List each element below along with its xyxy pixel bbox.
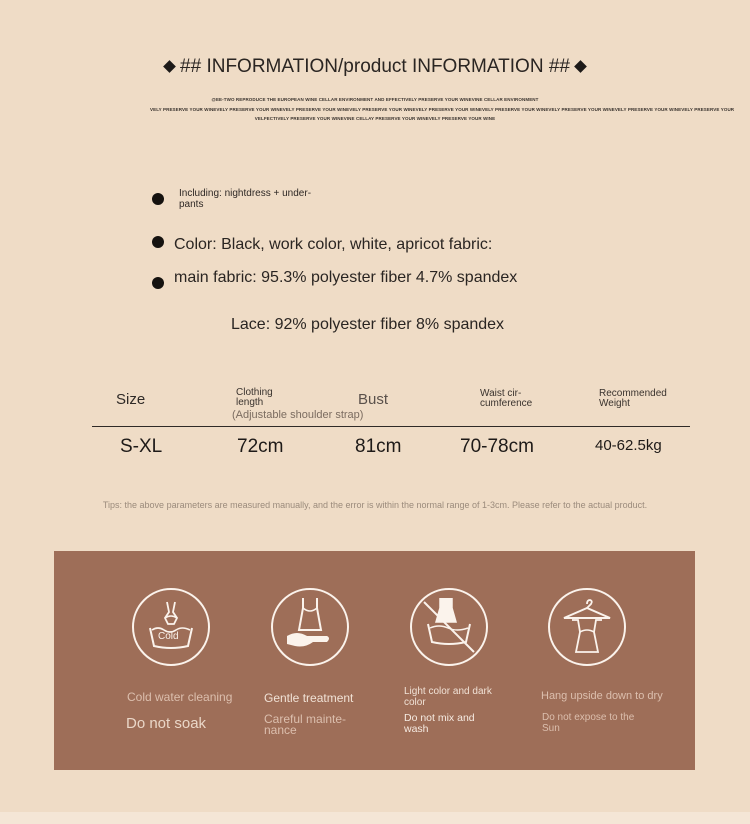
care-sub-no-mix: Do not mix and wash <box>404 712 475 735</box>
bullet-icon <box>152 193 164 205</box>
diamond-left-icon <box>163 61 176 74</box>
cell-size: S-XL <box>120 436 163 457</box>
fine-print-line-3: VELFECTIVELY PRESERVE YOUR WINEVINE CELLAY PRESERVE YOUR WINEVELY PRESERVE YOUR WINE <box>254 116 496 121</box>
tips-text: Tips: the above parameters are measured manually, and the error is within the normal range of 1-3cm. Please refer to the actual product. <box>102 500 648 510</box>
including-text: Including: nightdress + under-pants <box>179 188 312 210</box>
care-label-cold-water: Cold water cleaning <box>127 690 233 704</box>
fine-print-line-2: VELY PRESERVE YOUR WINEVELY PRESERVE YOUR WINEVELY PRESERVE YOUR WINEVELY PRESERVE YOUR WINEVELY PRESERVE YOUR WINEVELY PRESERVE YOUR WINEVELY PRESERVE YOUR WINEVELY PRESERVE YOUR WINEVELY PRESERVE YOUR <box>150 107 735 112</box>
header-clothing-length: Clothing length <box>236 387 273 408</box>
cold-wash-icon <box>132 588 210 666</box>
header-size: Size <box>116 391 146 408</box>
no-mix-wash-icon <box>410 588 488 666</box>
diamond-right-icon <box>574 61 587 74</box>
cell-weight: 40-62.5kg <box>595 437 662 454</box>
care-label-hang: Hang upside down to dry <box>541 690 663 702</box>
care-sub-careful: Careful mainte-nance <box>264 712 347 737</box>
cell-bust: 81cm <box>355 436 402 457</box>
header-weight: Recommended Weight <box>599 388 667 409</box>
header-clothing-length-note: (Adjustable shoulder strap) <box>232 409 364 421</box>
bullet-icon <box>152 236 164 248</box>
care-sub-do-not-soak: Do not soak <box>126 715 207 732</box>
bullet-icon <box>152 277 164 289</box>
care-label-gentle: Gentle treatment <box>264 691 354 705</box>
lace-text: Lace: 92% polyester fiber 8% spandex <box>231 316 505 333</box>
gentle-hand-icon <box>271 588 349 666</box>
main-fabric-text: main fabric: 95.3% polyester fiber 4.7% spandex <box>174 269 518 286</box>
header-waist: Waist cir-cumference <box>480 388 533 409</box>
page-title-row <box>0 56 750 78</box>
color-text: Color: Black, work color, white, apricot fabric: <box>174 236 493 253</box>
cold-wash-icon-text: Cold <box>158 631 179 642</box>
bottom-strip <box>0 812 750 824</box>
care-label-light-dark: Light color and dark color <box>404 686 492 708</box>
care-sub-no-sun: Do not expose to the Sun <box>542 712 635 734</box>
page-title: ## INFORMATION/product INFORMATION ## <box>180 56 570 77</box>
cell-waist: 70-78cm <box>460 436 534 457</box>
cell-clothing-length: 72cm <box>237 436 284 457</box>
table-divider <box>92 426 690 427</box>
hanger-icon <box>548 588 626 666</box>
fine-print-line-1: @EE-TWO REPRODUCE THE EUROPEAN WINE CELLAR ENVIRONMENT AND EFFECTIVELY PRESERVE YOUR WINEVINE CELLAR ENVIRONMENT <box>211 97 539 102</box>
header-bust: Bust <box>358 391 389 408</box>
